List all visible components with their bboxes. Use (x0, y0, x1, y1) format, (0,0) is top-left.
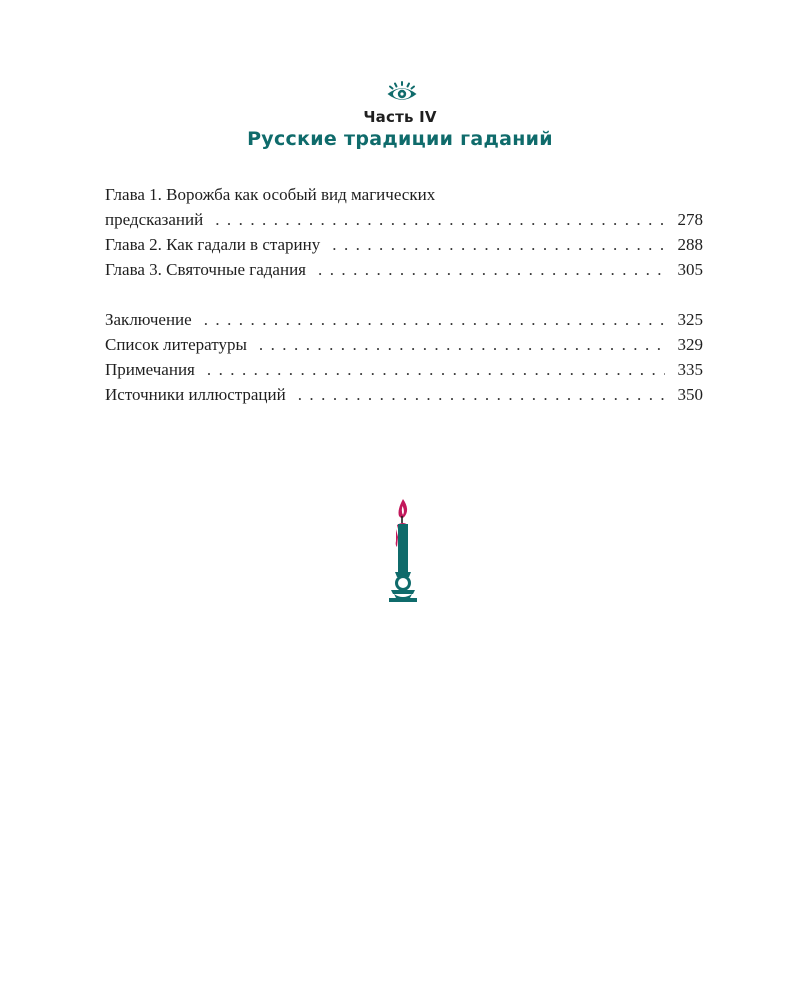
eye-icon (386, 80, 418, 102)
toc-entry-notes[interactable] (105, 357, 703, 382)
dot-leader (332, 232, 665, 257)
toc-entry-conclusion[interactable] (105, 307, 703, 332)
toc-entry-title: Глава 1. Ворожба как особый вид магических (105, 185, 436, 204)
dot-leader (318, 257, 665, 282)
toc-spacer (105, 282, 703, 307)
toc-entry-title: Список литературы (105, 335, 247, 354)
toc-entry-title: Заключение (105, 310, 192, 329)
candle-icon (385, 497, 419, 603)
toc-entry-chapter-2[interactable] (105, 232, 703, 257)
toc-entry-illustration-sources[interactable] (105, 382, 703, 407)
dot-leader (207, 357, 665, 382)
toc-page-number: 350 (677, 385, 703, 404)
part-label: Часть IV (363, 108, 437, 126)
part-title: Русские традиции гаданий (247, 128, 553, 150)
toc-entry-title: Источники иллюстраций (105, 385, 286, 404)
toc-page-number: 325 (677, 310, 703, 329)
toc-entry-title: Глава 2. Как гадали в старину (105, 235, 321, 254)
table-of-contents (105, 182, 703, 407)
toc-page-number: 335 (677, 360, 703, 379)
toc-entry-chapter-3[interactable] (105, 257, 703, 282)
toc-entry-bibliography[interactable] (105, 332, 703, 357)
dot-leader (215, 207, 665, 232)
toc-page-number: 288 (677, 235, 703, 254)
toc-entry-title-continued: предсказаний (105, 210, 204, 229)
dot-leader (204, 307, 665, 332)
toc-page-number: 329 (677, 335, 703, 354)
dot-leader (259, 332, 665, 357)
dot-leader (298, 382, 665, 407)
toc-entry-title: Примечания (105, 360, 195, 379)
toc-page-number: 278 (677, 210, 703, 229)
toc-entry-title: Глава 3. Святочные гадания (105, 260, 306, 279)
toc-entry-chapter-1[interactable] (105, 182, 703, 232)
toc-page-number: 305 (677, 260, 703, 279)
